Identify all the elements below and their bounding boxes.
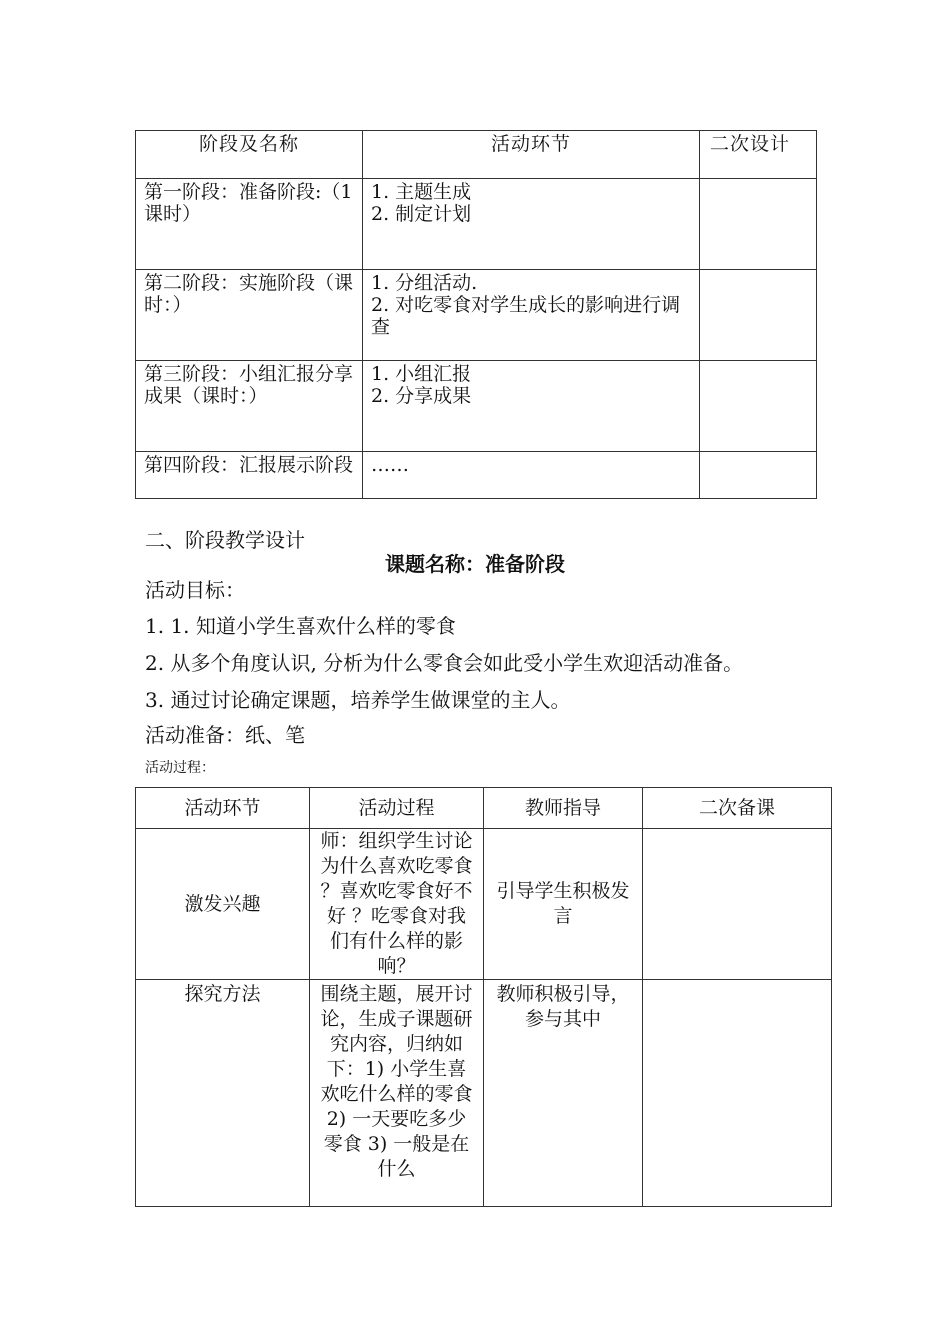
activity-item: 2. 分享成果 bbox=[371, 385, 472, 407]
header-cell: 二次设计 bbox=[700, 131, 817, 179]
activity-item: 2. 对吃零食对学生成长的影响进行调查 bbox=[371, 294, 681, 338]
activity-cell bbox=[363, 179, 700, 270]
goal-item: 3. 通过讨论确定课题，培养学生做课堂的主人。 bbox=[145, 688, 571, 712]
lesson-title: 课题名称：准备阶段 bbox=[385, 552, 565, 576]
stage-name: 第二阶段：实施阶段（课时：） bbox=[136, 270, 363, 361]
process-table-header bbox=[136, 788, 832, 829]
table-row bbox=[136, 452, 817, 499]
activity-cell bbox=[363, 361, 700, 452]
stage-name: 第一阶段：准备阶段:（1 课时） bbox=[136, 179, 363, 270]
header-cell: 教师指导 bbox=[484, 788, 643, 829]
activity-item: 1. 小组汇报 bbox=[371, 363, 472, 385]
table-row bbox=[136, 829, 832, 980]
goal-item: 1. 1. 知道小学生喜欢什么样的零食 bbox=[145, 614, 456, 638]
activity-cell bbox=[363, 270, 700, 361]
header-cell: 阶段及名称 bbox=[136, 131, 363, 179]
activity-item: 1. 分组活动. bbox=[371, 272, 478, 294]
activity-prep: 活动准备：纸、笔 bbox=[145, 723, 305, 747]
table-row bbox=[136, 361, 817, 452]
stage-table-header bbox=[136, 131, 817, 179]
second-prep-cell bbox=[643, 980, 832, 1207]
header-cell: 活动环节 bbox=[363, 131, 700, 179]
header-cell: 二次备课 bbox=[643, 788, 832, 829]
table-row bbox=[136, 980, 832, 1207]
process-text: 师：组织学生讨论为什么喜欢吃零食 ？喜欢吃零食好不好 ？吃零食对我们有什么样的影响？ bbox=[310, 829, 484, 980]
header-cell: 活动过程 bbox=[310, 788, 484, 829]
guide-text: 教师积极引导，参与其中 bbox=[484, 980, 643, 1207]
activity-item: …… bbox=[371, 454, 409, 476]
second-prep-cell bbox=[643, 829, 832, 980]
second-design-cell bbox=[700, 452, 817, 499]
activity-item: 2. 制定计划 bbox=[371, 203, 472, 225]
step-name: 探究方法 bbox=[136, 980, 310, 1207]
second-design-cell bbox=[700, 361, 817, 452]
goals-label: 活动目标： bbox=[145, 578, 245, 602]
guide-text: 引导学生积极发言 bbox=[484, 829, 643, 980]
process-label: 活动过程： bbox=[145, 760, 215, 776]
stage-name: 第四阶段：汇报展示阶段 bbox=[136, 452, 363, 499]
activity-cell bbox=[363, 452, 700, 499]
goal-item: 2. 从多个角度认识, 分析为什么零食会如此受小学生欢迎活动准备。 bbox=[145, 651, 744, 675]
second-design-cell bbox=[700, 179, 817, 270]
step-name: 激发兴趣 bbox=[136, 829, 310, 980]
process-text: 围绕主题，展开讨论，生成子课题研究内容，归纳如下：1) 小学生喜欢吃什么样的零食 2) 一天要吃多少零食 3) 一般是在什么 bbox=[310, 980, 484, 1207]
table-row bbox=[136, 179, 817, 270]
table-row bbox=[136, 270, 817, 361]
second-design-cell bbox=[700, 270, 817, 361]
section-heading: 二、阶段教学设计 bbox=[145, 528, 305, 552]
stage-name: 第三阶段：小组汇报分享成果（课时：） bbox=[136, 361, 363, 452]
process-table bbox=[135, 787, 832, 1207]
activity-item: 1. 主题生成 bbox=[371, 181, 472, 203]
header-cell: 活动环节 bbox=[136, 788, 310, 829]
stage-table bbox=[135, 130, 817, 499]
